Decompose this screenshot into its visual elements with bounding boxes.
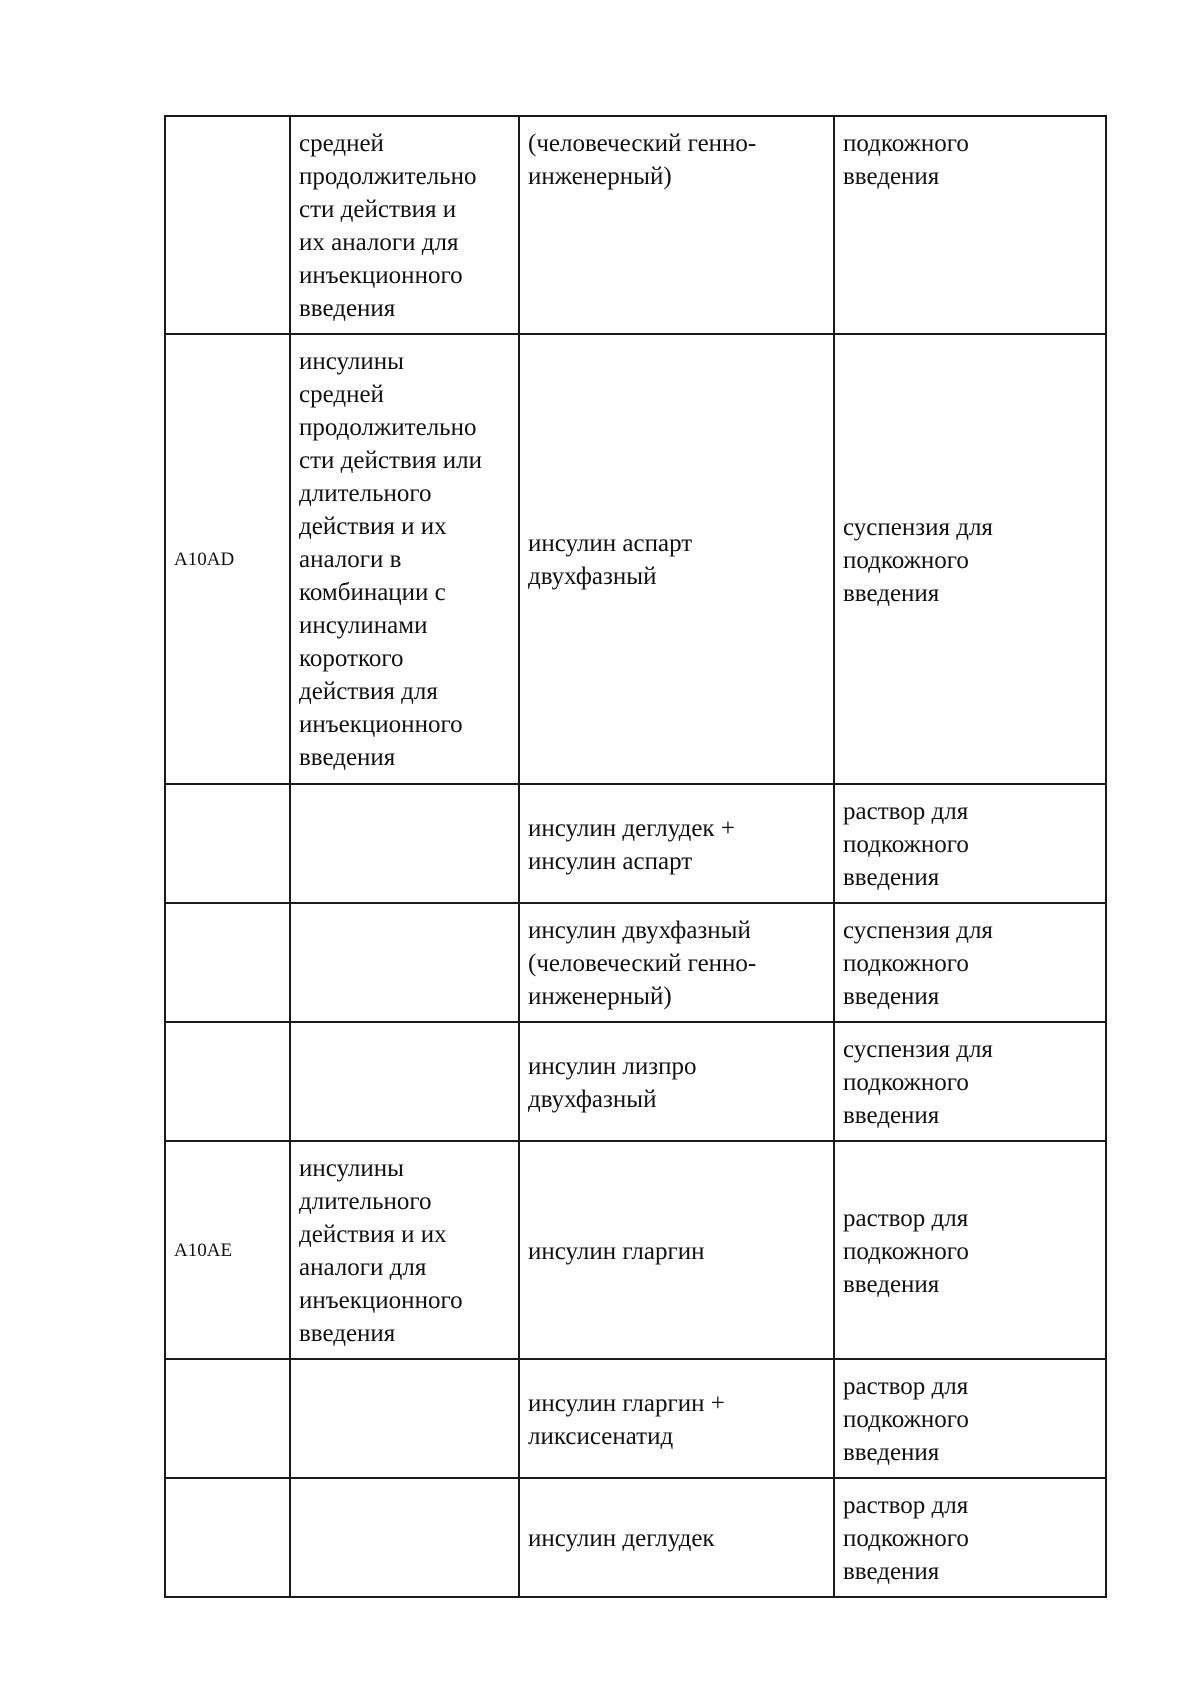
drug-table xyxy=(164,115,1107,1598)
group-cell: инсулины длительного действия и их аналоги для инъекционного введения xyxy=(290,1141,519,1359)
atc-code-cell: A10AE xyxy=(165,1141,290,1359)
atc-code-cell xyxy=(165,784,290,903)
group-cell xyxy=(290,1022,519,1141)
drug-cell: (человеческий генно- инженерный) xyxy=(519,116,834,334)
atc-code-cell xyxy=(165,1359,290,1478)
drug-cell: инсулин деглудек + инсулин аспарт xyxy=(519,784,834,903)
form-cell: раствор для подкожного введения xyxy=(834,784,1106,903)
form-cell: подкожного введения xyxy=(834,116,1106,334)
atc-code-cell xyxy=(165,903,290,1022)
table-row xyxy=(165,784,1106,903)
group-cell xyxy=(290,1359,519,1478)
group-cell xyxy=(290,784,519,903)
table-row xyxy=(165,116,1106,334)
drug-cell: инсулин лизпро двухфазный xyxy=(519,1022,834,1141)
form-cell: суспензия для подкожного введения xyxy=(834,334,1106,784)
table-row xyxy=(165,1359,1106,1478)
table-row xyxy=(165,1141,1106,1359)
drug-cell: инсулин аспарт двухфазный xyxy=(519,334,834,784)
form-cell: раствор для подкожного введения xyxy=(834,1359,1106,1478)
group-cell: средней продолжительно сти действия и их аналоги для инъекционного введения xyxy=(290,116,519,334)
drug-cell: инсулин гларгин xyxy=(519,1141,834,1359)
form-cell: раствор для подкожного введения xyxy=(834,1478,1106,1597)
form-cell: суспензия для подкожного введения xyxy=(834,903,1106,1022)
table-row xyxy=(165,903,1106,1022)
atc-code-cell: A10AD xyxy=(165,334,290,784)
form-cell: раствор для подкожного введения xyxy=(834,1141,1106,1359)
drug-cell: инсулин двухфазный (человеческий генно- инженерный) xyxy=(519,903,834,1022)
atc-code-cell xyxy=(165,116,290,334)
atc-code-cell xyxy=(165,1022,290,1141)
form-cell: суспензия для подкожного введения xyxy=(834,1022,1106,1141)
group-cell xyxy=(290,1478,519,1597)
table-row xyxy=(165,1478,1106,1597)
table-row xyxy=(165,334,1106,784)
drug-cell: инсулин гларгин + ликсисенатид xyxy=(519,1359,834,1478)
table-row xyxy=(165,1022,1106,1141)
group-cell: инсулины средней продолжительно сти действия или длительного действия и их аналоги в комбинации с инсулинами короткого действия для инъекционного введения xyxy=(290,334,519,784)
drug-cell: инсулин деглудек xyxy=(519,1478,834,1597)
atc-code-cell xyxy=(165,1478,290,1597)
group-cell xyxy=(290,903,519,1022)
